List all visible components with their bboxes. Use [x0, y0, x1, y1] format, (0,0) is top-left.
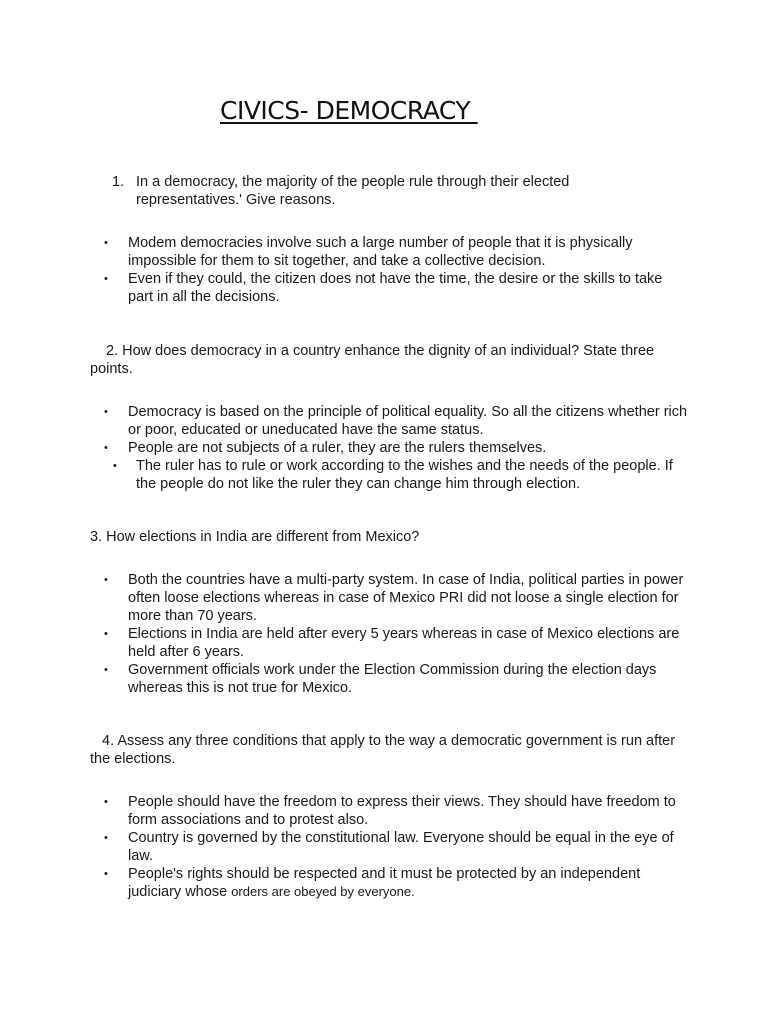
answer-text: People are not subjects of a ruler, they are the rulers themselves.: [128, 440, 547, 456]
answer-text: Country is governed by the constitutional law. Everyone should be equal in the eye of law.: [128, 830, 674, 864]
answer-text: Even if they could, the citizen does not have the time, the desire or the skills to take part in all the decisions.: [128, 271, 663, 305]
bullet-icon: •: [104, 796, 108, 808]
answer-list-1: [0, 234, 768, 306]
answer-list-4: [0, 793, 768, 901]
answer-list-3: [0, 571, 768, 697]
answer-list-2: [0, 403, 768, 493]
answer-text: Democracy is based on the principle of political equality. So all the citizens whether rich or poor, educated or uneducated have the same status.: [128, 404, 688, 438]
list-item: [0, 661, 768, 697]
question-1: [112, 173, 632, 209]
question-3-text: 3. How elections in India are different from Mexico?: [90, 529, 420, 545]
list-item: [0, 793, 768, 829]
answer-text: Modem democracies involve such a large number of people that it is physically impossible for them to sit together, and take a collective decision.: [128, 235, 633, 269]
list-item: [0, 234, 768, 270]
bullet-icon: •: [104, 628, 108, 640]
answer-text: People should have the freedom to express their views. They should have freedom to form associations and to protest also.: [128, 794, 676, 828]
answer-text-tail: orders are obeyed by everyone.: [231, 884, 415, 899]
bullet-icon: •: [104, 442, 108, 454]
list-item: [0, 457, 768, 493]
list-item: [0, 571, 768, 625]
list-item: [0, 403, 768, 439]
bullet-icon: •: [104, 664, 108, 676]
list-item: [0, 439, 768, 457]
question-2-text: 2. How does democracy in a country enhance the dignity of an individual? State three points.: [90, 343, 655, 377]
bullet-icon: •: [104, 237, 108, 249]
question-1-number: 1.: [112, 174, 125, 190]
list-item: [0, 829, 768, 865]
answer-text: Government officials work under the Election Commission during the election days whereas this is not true for Mexico.: [128, 662, 657, 696]
question-1-text: In a democracy, the majority of the people rule through their elected representatives.' Give reasons.: [136, 174, 570, 208]
bullet-icon: •: [104, 832, 108, 844]
list-item: [0, 865, 768, 901]
list-item: [0, 625, 768, 661]
answer-text: People's rights should be respected and it must be protected by an independent judiciary whose: [128, 866, 641, 900]
bullet-icon: •: [104, 574, 108, 586]
answer-text: Elections in India are held after every 5 years whereas in case of Mexico elections are held after 6 years.: [128, 626, 680, 660]
page-title: CIVICS- DEMOCRACY: [220, 96, 478, 125]
question-4-text: 4. Assess any three conditions that apply to the way a democratic government is run after the elections.: [90, 733, 676, 767]
bullet-icon: •: [104, 273, 108, 285]
bullet-icon: •: [113, 460, 117, 472]
bullet-icon: •: [104, 868, 108, 880]
list-item: [0, 270, 768, 306]
answer-text: Both the countries have a multi-party system. In case of India, political parties in power often loose elections whereas in case of Mexico PRI did not loose a single election for more than 70 years.: [128, 572, 684, 624]
answer-text: The ruler has to rule or work according to the wishes and the needs of the people. If the people do not like the ruler they can change him through election.: [136, 458, 673, 492]
bullet-icon: •: [104, 406, 108, 418]
